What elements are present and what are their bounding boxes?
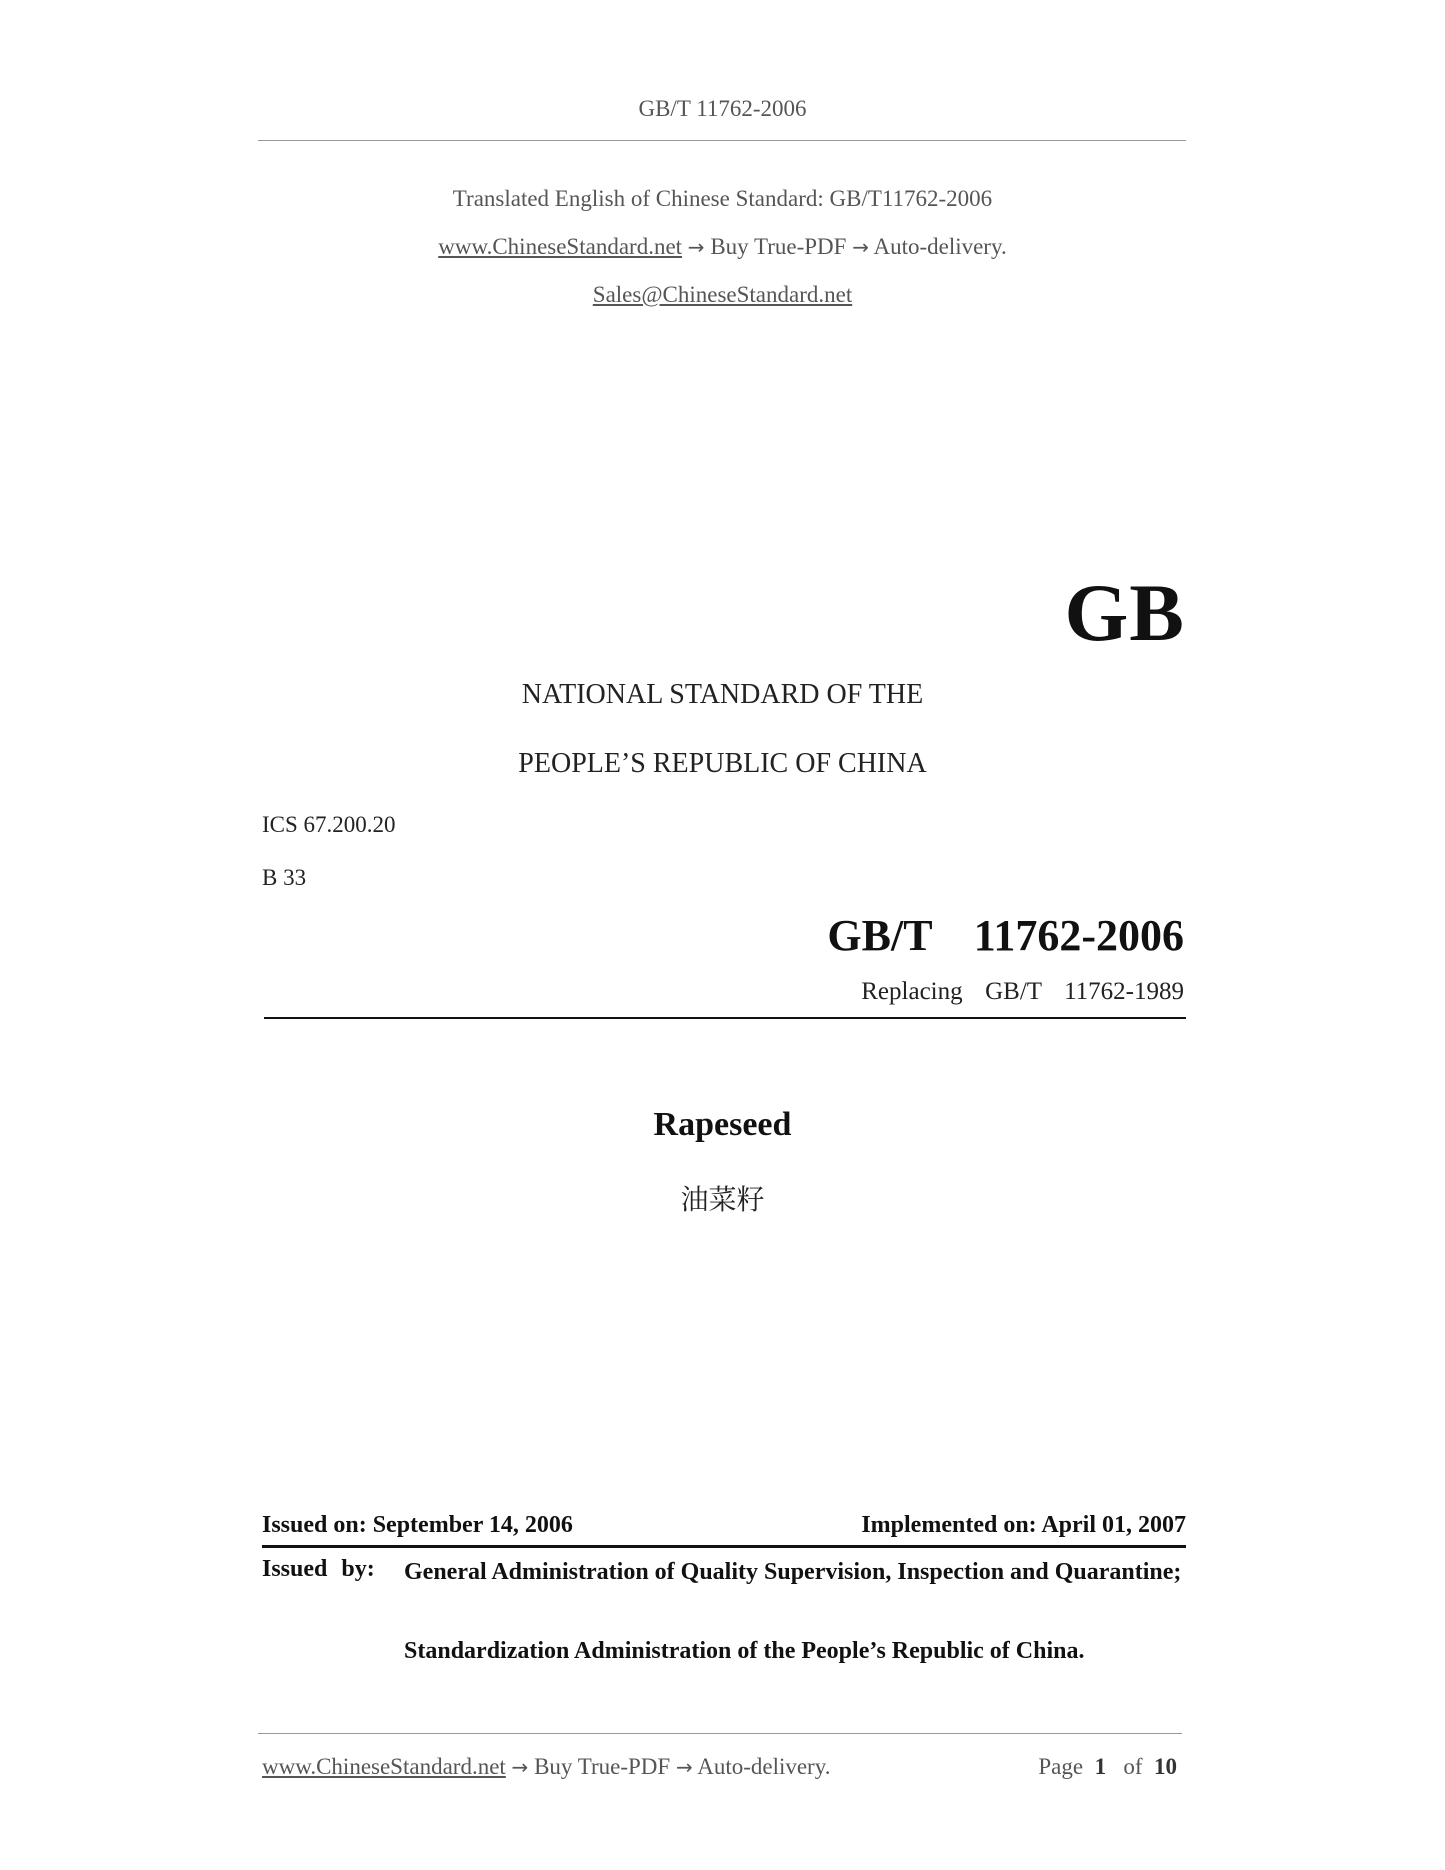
title-english: Rapeseed — [653, 1106, 792, 1143]
title-chinese: 油菜籽 — [680, 1183, 765, 1216]
arrow-right-icon: → — [852, 235, 869, 259]
ccs-code: B 33 — [262, 865, 307, 890]
translated-notice: Translated English of Chinese Standard: GB/T11762-2006 — [452, 186, 993, 211]
delivery-text: Auto-delivery. — [873, 234, 1007, 259]
buy-text: Buy True-PDF — [710, 234, 847, 259]
page-label: Page — [1038, 1754, 1084, 1779]
issued-by-label: Issued by: — [262, 1556, 375, 1582]
page-total: 10 — [1154, 1754, 1177, 1779]
implemented-on-date: Implemented on: April 01, 2007 — [861, 1512, 1186, 1538]
footer-buy-text: Buy True-PDF — [534, 1754, 671, 1779]
issuing-authority-2: Standardization Administration of the People’s Republic of China. — [404, 1638, 1085, 1664]
ics-code: ICS 67.200.20 — [262, 812, 396, 837]
sales-contact — [0, 282, 1445, 308]
standard-number: GB/T 11762-2006 — [827, 911, 1184, 960]
arrow-right-icon: → — [511, 1755, 529, 1779]
header-divider — [258, 140, 1186, 141]
national-standard-line2: PEOPLE’S REPUBLIC OF CHINA — [518, 748, 927, 779]
national-standard-line1: NATIONAL STANDARD OF THE — [521, 679, 924, 710]
title-divider — [264, 1017, 1186, 1019]
page-indicator — [1038, 1754, 1177, 1780]
issuance-divider — [262, 1545, 1186, 1548]
issued-on-date: Issued on: September 14, 2006 — [262, 1512, 573, 1538]
footer-purchase-line — [262, 1754, 830, 1780]
of-label: of — [1123, 1754, 1143, 1779]
footer-divider — [258, 1733, 1182, 1734]
purchase-line — [0, 234, 1445, 260]
sales-email-link[interactable]: Sales@ChineseStandard.net — [592, 282, 853, 307]
replacing-standard: Replacing GB/T 11762-1989 — [861, 978, 1184, 1005]
issuing-authority-1: General Administration of Quality Supervision, Inspection and Quarantine; — [404, 1559, 1182, 1585]
page-current: 1 — [1094, 1754, 1107, 1779]
footer-delivery-text: Auto-delivery. — [697, 1754, 831, 1779]
arrow-right-icon: → — [687, 235, 705, 259]
arrow-right-icon: → — [675, 1755, 693, 1779]
website-link[interactable]: www.ChineseStandard.net — [438, 234, 683, 259]
gb-mark: GB — [1064, 567, 1185, 658]
footer-website-link[interactable]: www.ChineseStandard.net — [262, 1754, 506, 1779]
running-header: GB/T 11762-2006 — [638, 96, 807, 121]
